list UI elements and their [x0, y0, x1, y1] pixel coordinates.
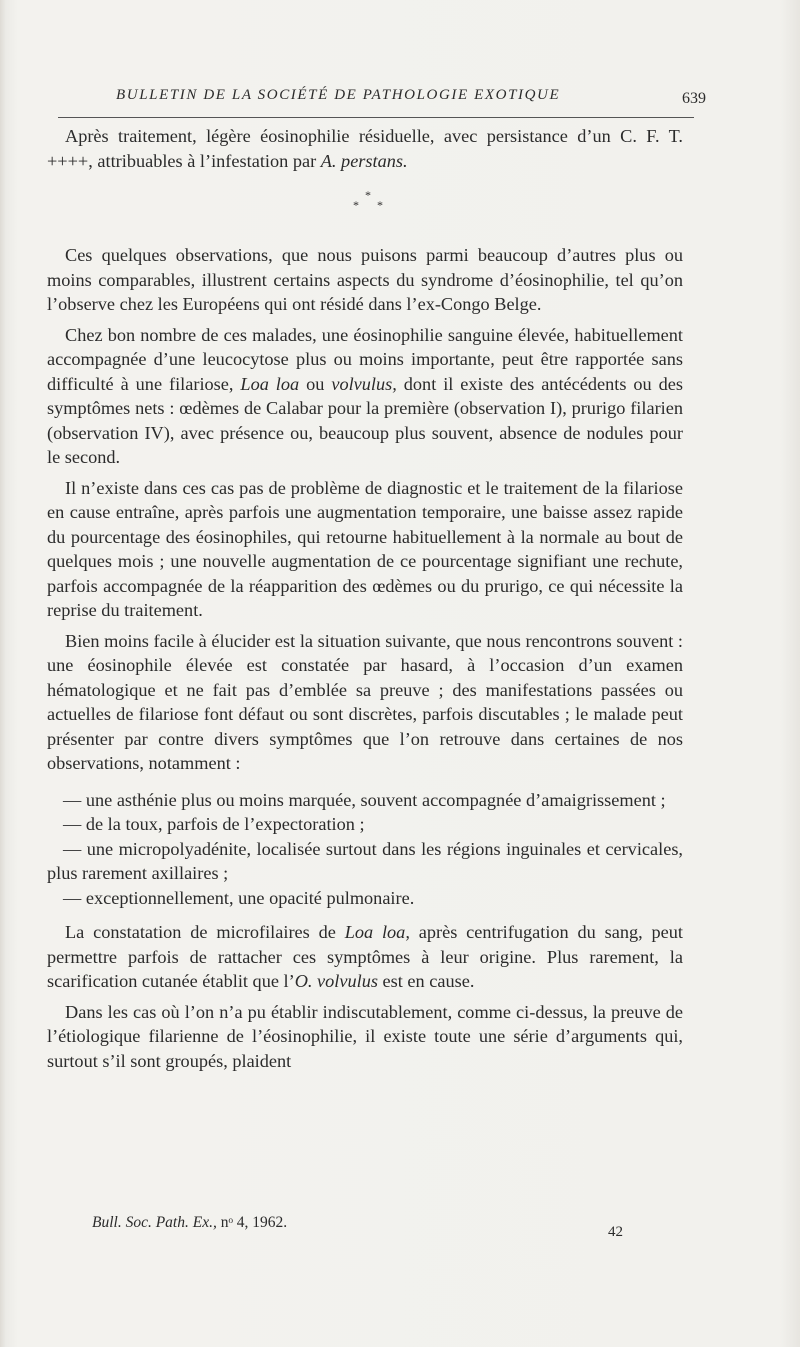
list-item: — une micropolyadénite, localisée surtout dans les régions inguinales et cervicales, plus rarement axillaires ;: [47, 838, 683, 883]
asterism-star: *: [365, 188, 371, 202]
running-head: BULLETIN DE LA SOCIÉTÉ DE PATHOLOGIE EXOTIQUE: [116, 87, 561, 103]
asterism-separator: [47, 173, 683, 243]
paragraph-7: Dans les cas où l’on n’a pu établir indiscutablement, comme ci-dessus, la preuve de l’étiologique filarienne de l’éosinophilie, il existe toute une série d’arguments qui, surtout s’il sont groupés, plaident: [47, 1001, 683, 1071]
list-item: — une asthénie plus ou moins marquée, souvent accompagnée d’amaigrissement ;: [63, 789, 666, 810]
header-rule: [58, 117, 694, 118]
page-number: 639: [682, 90, 706, 107]
paragraph-2: Ces quelques observations, que nous puisons parmi beaucoup d’autres plus ou moins comparables, illustrent certains aspects du syndrome d’éosinophilie, tel qu’on l’observe chez les Européens qui ont résidé dans l’ex-Congo Belge.: [47, 245, 683, 314]
asterism-star: *: [377, 198, 383, 212]
list-item: — de la toux, parfois de l’expectoration ;: [63, 814, 365, 834]
article-body: [47, 124, 683, 1073]
paragraph-6: La constatation de microfilaires de Loa loa, après centrifugation du sang, peut permettre parfois de rattacher ces symptômes à leur origine. Plus rarement, la scarification cutanée établit que l’O. volvulus est en cause.: [47, 922, 684, 991]
page-header: [116, 86, 706, 107]
list-item: — exceptionnellement, une opacité pulmonaire.: [63, 887, 415, 908]
paragraph-4: Il n’existe dans ces cas pas de problème de diagnostic et le traitement de la filariose en cause entraîne, après parfois une augmentation temporaire, une baisse assez rapide du pourcentage des éosinophiles, qui retourne habituellement à la normale au bout de quelques mois ; une nouvelle augmentation de ce pourcentage signifiant une rechute, parfois accompagnée de la réapparition des œdèmes ou du prurigo, ce qui nécessite la reprise du traitement.: [47, 477, 683, 620]
paragraph-5: Bien moins facile à élucider est la situation suivante, que nous rencontrons souvent : une éosinophile élevée est constatée par hasard, à l’occasion d’un examen hématologique et ne fait pas d’emblée sa preuve ; des manifestations passées ou actuelles de filariose font défaut ou sont discrètes, parfois discutables ; le malade peut présenter par contre divers symptômes que l’on retrouve dans certaines de nos observations, notamment :: [47, 630, 683, 773]
signature-number: 42: [608, 1224, 623, 1240]
asterism-star: *: [353, 198, 359, 212]
paragraph-3: Chez bon nombre de ces malades, une éosinophilie sanguine élevée, habituellement accompagnée d’une leucocytose plus ou moins importante, peut être rapportée sans difficulté à une filariose, Loa loa ou volvulus, dont il existe des antécédents ou des symptômes nets : œdèmes de Calabar pour la première (observation I), prurigo filarien (observation IV), avec présence ou, beaucoup plus souvent, absence de nodules pour le second.: [47, 324, 683, 467]
journal-citation: Bull. Soc. Path. Ex., nᵒ 4, 1962.: [92, 1214, 288, 1231]
paragraph-1: Après traitement, légère éosinophilie résiduelle, avec persistance d’un C. F. T. ++++, attribuables à l’infestation par A. perstans.: [47, 126, 683, 171]
